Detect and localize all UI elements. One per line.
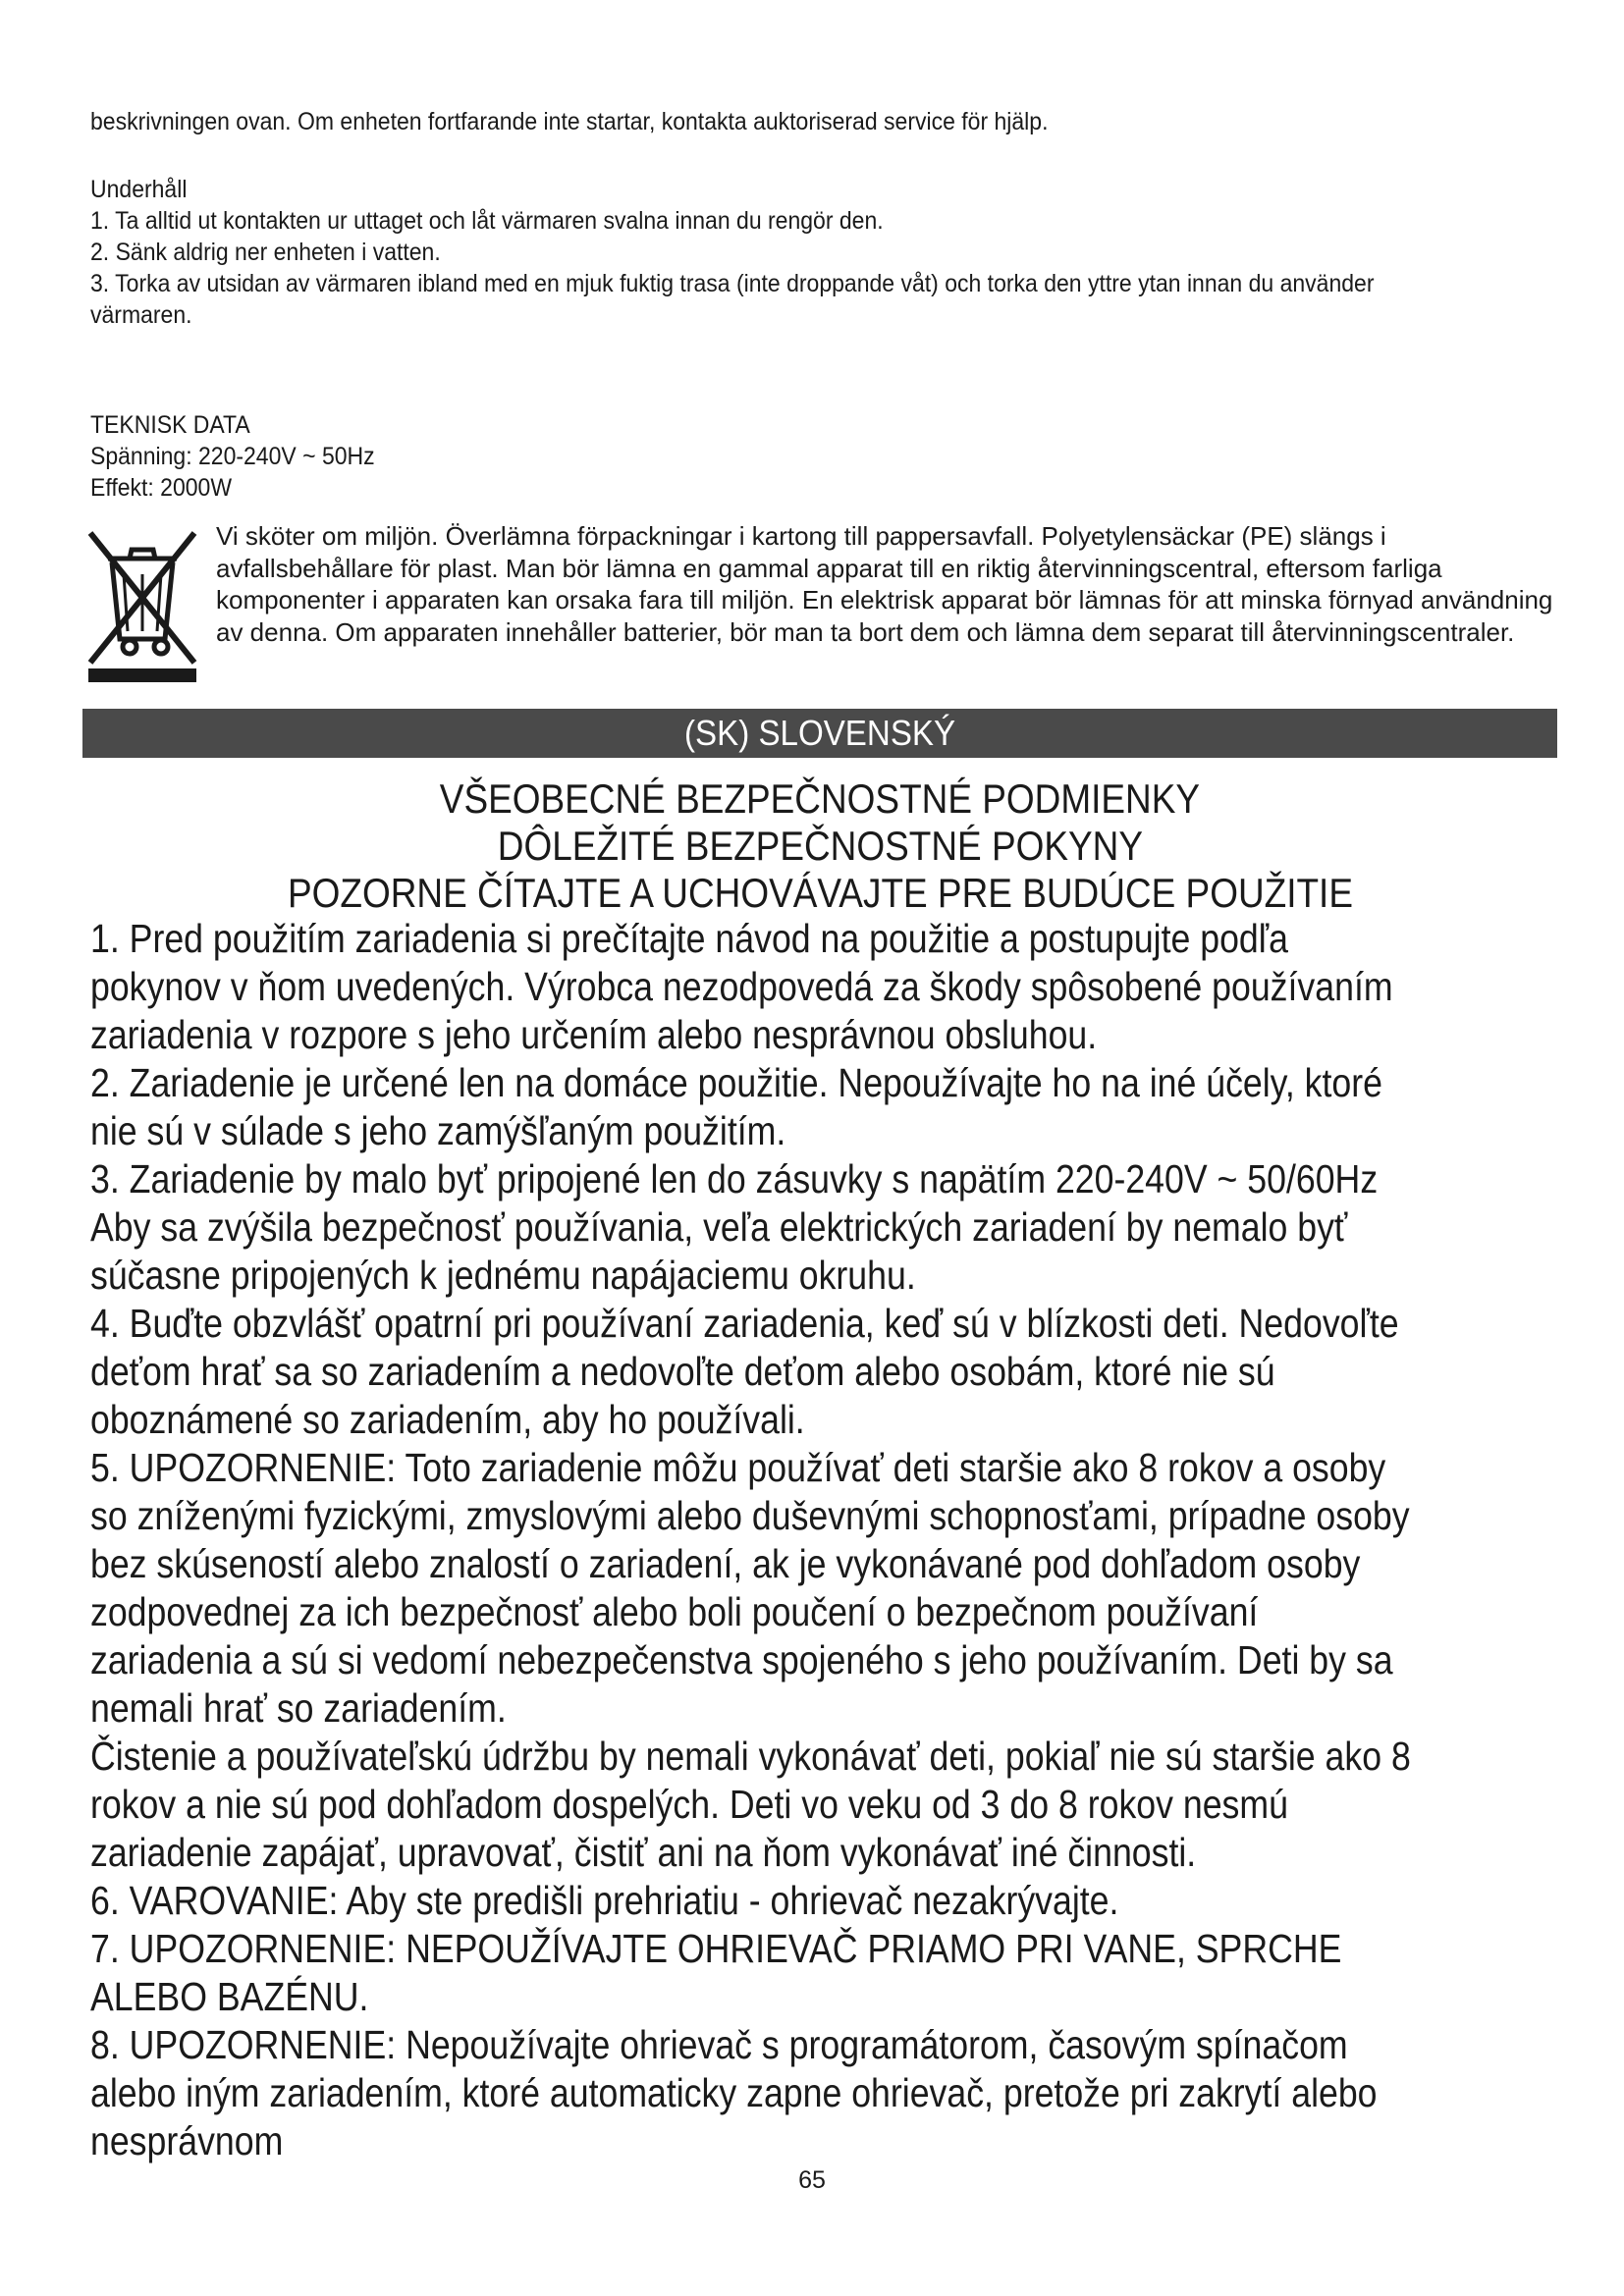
maintenance-item: 3. Torka av utsidan av värmaren ibland med en mjuk fuktig trasa (inte droppande våt) och torka den yttre ytan innan du använder värmaren.	[90, 270, 1375, 329]
swedish-intro: beskrivningen ovan. Om enheten fortfarande inte startar, kontakta auktoriserad service för hjälp.	[90, 108, 1049, 135]
instruction-item: 4. Buďte obzvlášť opatrní pri používaní zariadenia, keď sú v blízkosti deti. Nedovoľte deťom hrať sa so zariadením a nedovoľte deťom alebo osobám, ktoré nie sú oboznámené so zariadením, aby ho používali.	[90, 1301, 1399, 1442]
heading-general-safety	[82, 775, 1557, 823]
instruction-item: 6. VAROVANIE: Aby ste predišli prehriatiu - ohrievač nezakrývajte.	[90, 1878, 1119, 1923]
instruction-item: 7. UPOZORNENIE: NEPOUŽÍVAJTE OHRIEVAČ PRIAMO PRI VANE, SPRCHE ALEBO BAZÉNU.	[90, 1926, 1342, 2019]
instruction-item: 1. Pred použitím zariadenia si prečítajte návod na použitie a postupujte podľa pokynov v ňom uvedených. Výrobca nezodpovedá za škody spôsobené používaním zariadenia v rozpore s jeho určením alebo nesprávnou obsluhou.	[90, 916, 1393, 1057]
tech-voltage: Spänning: 220-240V ~ 50Hz	[90, 443, 375, 470]
instruction-item: 8. UPOZORNENIE: Nepoužívajte ohrievač s programátorom, časovým spínačom alebo iným zariadením, ktoré automaticky zapne ohrievač, pretože pri zakrytí alebo nesprávnom	[90, 2022, 1378, 2163]
instruction-item: 5. UPOZORNENIE: Toto zariadenie môžu používať deti staršie ako 8 rokov a osoby so zníženými fyzickými, zmyslovými alebo duševnými schopnosťami, prípadne osoby bez skúseností alebo znalostí o zariadení, ak je vykonávané pod dohľadom osoby zodpovednej za ich bezpečnosť alebo boli poučení o bezpečnom používaní zariadenia a sú si vedomí nebezpečenstva spojeného s jeho používaním. Deti by sa nemali hrať so zariadením.	[90, 1445, 1410, 1731]
heading-text: VŠEOBECNÉ BEZPEČNOSTNÉ PODMIENKY	[439, 775, 1201, 822]
swedish-maintenance-section	[90, 174, 1418, 331]
instruction-item: 2. Zariadenie je určené len na domáce použitie. Nepoužívajte ho na iné účely, ktoré nie sú v súlade s jeho zamýšľaným použitím.	[90, 1060, 1382, 1153]
maintenance-item: 1. Ta alltid ut kontakten ur uttaget och låt värmaren svalna innan du rengör den.	[90, 207, 884, 235]
heading-text: POZORNE ČÍTAJTE A UCHOVÁVAJTE PRE BUDÚCE POUŽITIE	[287, 870, 1353, 916]
environment-notice	[216, 520, 1561, 648]
slovak-safety-instructions	[90, 915, 1423, 2165]
heading-important-safety	[82, 823, 1557, 870]
maintenance-item: 2. Sänk aldrig ner enheten i vatten.	[90, 239, 441, 266]
heading-text: DÔLEŽITÉ BEZPEČNOSTNÉ POKYNY	[497, 823, 1143, 869]
instruction-item: 3. Zariadenie by malo byť pripojené len do zásuvky s napätím 220-240V ~ 50/60Hz	[90, 1156, 1379, 1201]
instruction-item: Čistenie a používateľskú údržbu by nemali vykonávať deti, pokiaľ nie sú staršie ako 8 rokov a nie sú pod dohľadom dospelých. Deti vo veku od 3 do 8 rokov nesmú zariadenie zapájať, upravovať, čistiť ani na ňom vykonávať iné činnosti.	[90, 1734, 1411, 1875]
page-number: 65	[798, 2166, 826, 2194]
tech-power: Effekt: 2000W	[90, 474, 233, 502]
heading-read-carefully	[82, 870, 1557, 917]
section-banner	[82, 709, 1557, 758]
section-title: (SK) SLOVENSKÝ	[683, 713, 956, 753]
technical-data-section	[90, 409, 1418, 504]
swedish-intro-text	[90, 106, 1418, 137]
environment-text: Vi sköter om miljön. Överlämna förpackningar i kartong till pappersavfall. Polyetylensäckar (PE) slängs i avfallsbehållare för plast. Man bör lämna en gammal apparat till en riktig återvinningscentral, eftersom farliga komponenter i apparaten kan orsaka fara till miljön. En elektrisk apparat bör lämnas för att minska förnyad användning av denna. Om apparaten innehåller batterier, bör man ta bort dem och lämna dem separat till återvinningscentraler.	[216, 521, 1553, 647]
instruction-item: Aby sa zvýšila bezpečnosť používania, veľa elektrických zariadení by nemalo byť súčasne pripojených k jednému napájaciemu okruhu.	[90, 1204, 1348, 1298]
maintenance-title: Underhåll	[90, 176, 188, 203]
tech-title: TEKNISK DATA	[90, 411, 250, 439]
crossed-out-wheelie-bin-icon	[84, 523, 200, 682]
